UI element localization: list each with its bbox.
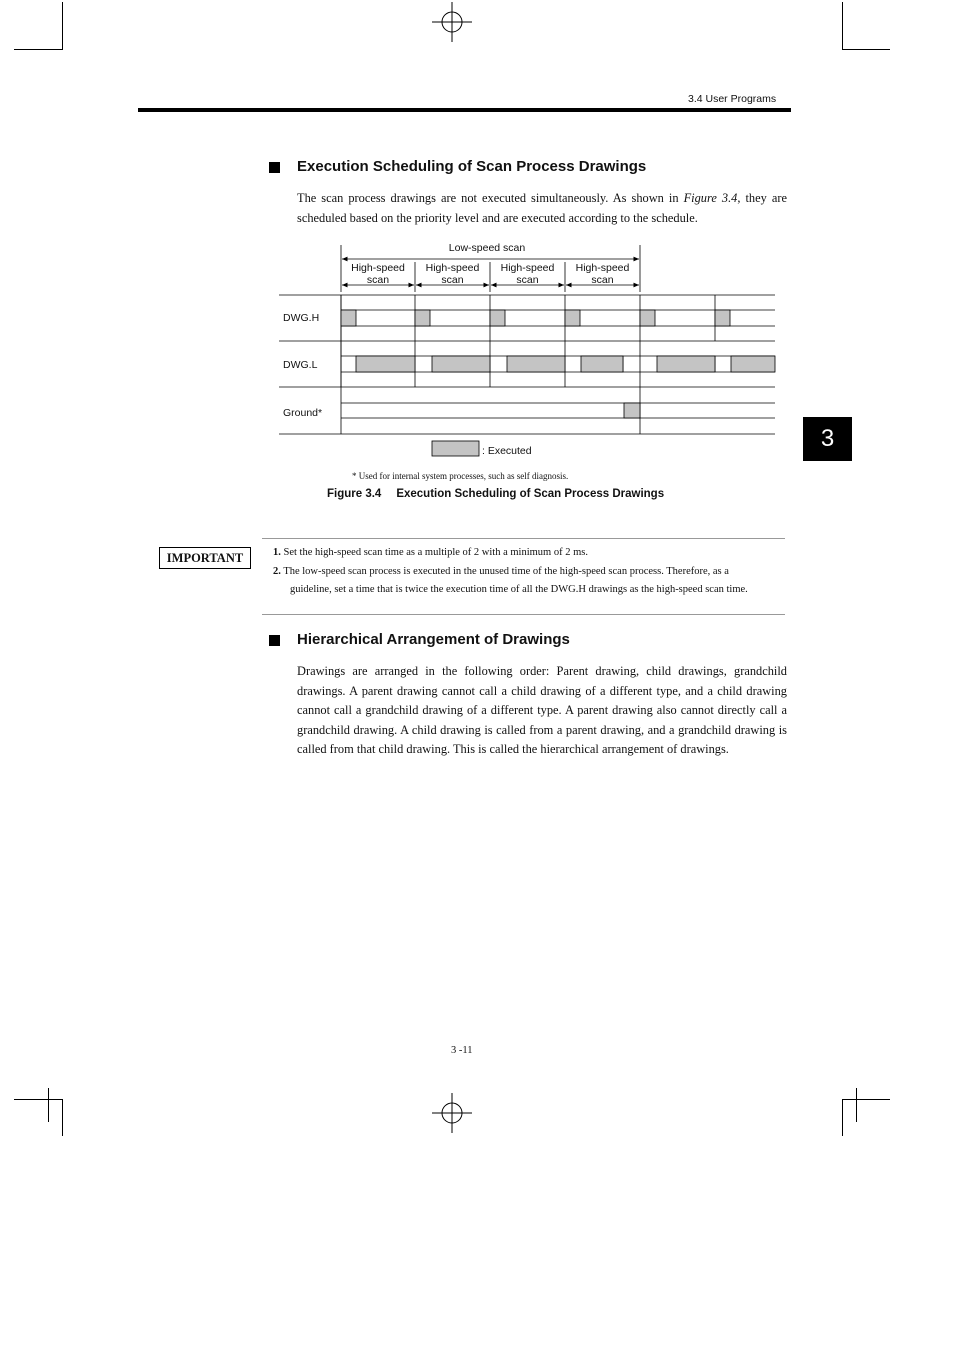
figure-reference: Figure 3.4 [683, 191, 738, 205]
scan-schedule-diagram [270, 236, 790, 461]
ground-executed-block [624, 403, 640, 418]
dwgh-executed-block [415, 310, 430, 326]
dwgh-executed-block [341, 310, 356, 326]
row-label-dwgh: DWG.H [283, 312, 320, 324]
dwgl-executed-block [507, 356, 565, 372]
section-title: Execution Scheduling of Scan Process Drawings [297, 158, 647, 175]
high-speed-scan-label: High-speed scan [500, 262, 555, 286]
high-speed-scan-label: High-speed scan [575, 262, 630, 286]
page-number: 3 -11 [451, 1045, 473, 1056]
row-label-dwgl: DWG.L [283, 359, 318, 371]
dwgh-executed-block [565, 310, 580, 326]
dwgl-executed-block [581, 356, 623, 372]
figure-caption: Figure 3.4 Execution Scheduling of Scan Process Drawings [327, 488, 665, 500]
dwgh-executed-block [640, 310, 655, 326]
high-speed-scan-label: High-speed scan [351, 262, 405, 286]
section-bullet-icon [269, 162, 280, 173]
dwgl-executed-block [657, 356, 715, 372]
section-title: Hierarchical Arrangement of Drawings [297, 631, 570, 648]
legend-swatch [432, 441, 479, 456]
dwgl-executed-block [356, 356, 415, 372]
important-top-rule [262, 538, 785, 539]
important-item-2: 2. The low-speed scan process is executed in the unused time of the high-speed scan process. Therefore, as a guideline, set a time that is twice the execution time of all the DWG.H drawings as the high-speed scan time. [273, 566, 748, 595]
header-rule [138, 108, 791, 112]
chapter-tab: 3 [803, 417, 852, 461]
important-label: IMPORTANT [159, 547, 251, 569]
section-paragraph: The scan process drawings are not executed simultaneously. As shown in Figure 3.4, they are scheduled based on the priority level and are executed according to the schedule. [297, 191, 787, 225]
section-bullet-icon [269, 635, 280, 646]
high-speed-scan-label: High-speed scan [425, 262, 480, 286]
important-item-1: 1. Set the high-speed scan time as a multiple of 2 with a minimum of 2 ms. [273, 547, 588, 558]
important-bottom-rule [262, 614, 785, 615]
legend-label: : Executed [482, 445, 532, 457]
dwgh-executed-block [490, 310, 505, 326]
figure-footnote: * Used for internal system processes, such as self diagnosis. [352, 471, 569, 481]
registration-mark-icon [432, 1093, 472, 1133]
dwgl-executed-block [432, 356, 490, 372]
running-header: 3.4 User Programs [688, 93, 777, 105]
row-label-ground: Ground* [283, 407, 323, 419]
dwgh-executed-block [715, 310, 730, 326]
low-speed-scan-label: Low-speed scan [448, 242, 526, 254]
registration-mark-icon [432, 2, 472, 42]
section-paragraph: Drawings are arranged in the following order: Parent drawing, child drawings, grandchild drawings. A parent drawing cannot call a child drawing of a different type, and a child drawing cannot call a grandchild drawing of a different type. A parent drawing also cannot directly call a grandchild drawing. A child drawing is called from a parent drawing, and a grandchild drawing is called from that child drawing. This is called the hierarchical arrangement of drawings. [297, 664, 787, 756]
dwgl-executed-block [731, 356, 775, 372]
